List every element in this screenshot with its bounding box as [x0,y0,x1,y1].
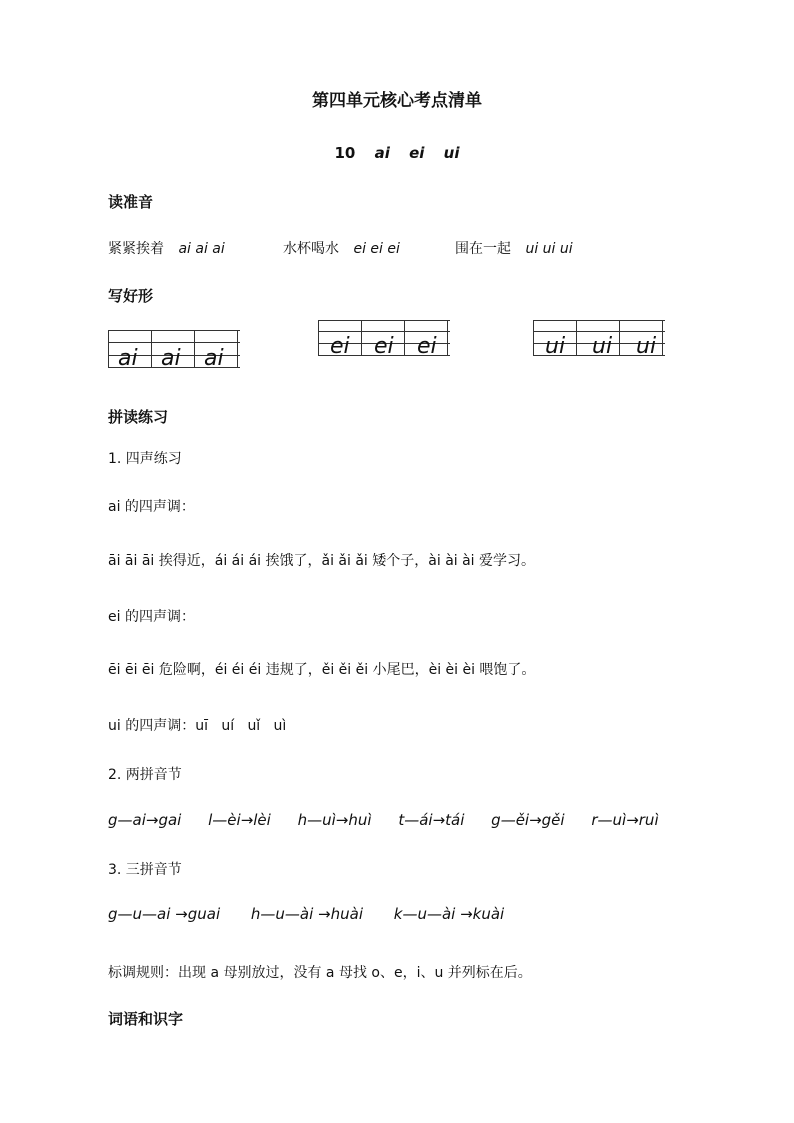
spelling-heading: 拼读练习 [108,408,169,426]
reading-pinyin: ui ui ui [525,241,573,257]
reading-phrase: 紧紧挨着 [108,241,164,257]
lesson-number: 10 [334,144,356,162]
syllable: g—u—ai →guai [108,905,221,923]
grid-letter: ei [374,334,394,359]
syllable: t—ái→tái [398,811,465,829]
syllable: g—ěi→gěi [491,811,565,829]
lesson-title [0,144,794,162]
syllable: h—u—ài →huài [250,905,363,923]
ei-tones-label: ei 的四声调： [108,609,195,625]
section-four-tones-title: 1. 四声练习 [108,451,182,467]
writing-grid-ai [108,330,240,371]
two-syllable-row [108,811,659,829]
grid-letter: ui [545,334,566,359]
ai-tones-label: ai 的四声调： [108,499,195,515]
syllable: r—uì→ruì [591,811,659,829]
grid-letter: ai [118,346,138,371]
syllable: k—u—ài →kuài [393,905,505,923]
reading-phrase: 水杯喝水 [283,241,339,257]
ei-tones-sentence: ēi ēi ēi 危险啊，éi éi éi 违规了，ěi ěi ěi 小尾巴，èi èi èi 喂饱了。 [108,662,536,678]
writing-grid-ei [318,320,450,359]
reading-heading: 读准音 [108,193,154,211]
reading-pinyin: ei ei ei [353,241,400,257]
grid-letter: ai [204,346,224,371]
lesson-final-2: ei [409,144,425,162]
vocab-heading: 词语和识字 [108,1010,184,1028]
grid-letter: ei [417,334,437,359]
reading-item-1 [108,238,225,258]
syllable: l—èi→lèi [208,811,271,829]
lesson-final-1: ai [374,144,390,162]
writing-grid-ui [533,320,665,359]
ui-tones-line: ui 的四声调：uī uí uǐ uì [108,718,287,734]
writing-heading: 写好形 [108,287,154,305]
reading-item-3 [455,238,573,258]
reading-pinyin: ai ai ai [178,241,225,257]
lesson-final-3: ui [443,144,460,162]
section-two-syllable-title: 2. 两拼音节 [108,767,182,783]
section-three-syllable-title: 3. 三拼音节 [108,862,182,878]
grid-letter: ei [330,334,350,359]
grid-letter: ui [592,334,613,359]
three-syllable-row [108,905,504,923]
syllable: h—uì→huì [297,811,372,829]
reading-item-2 [283,238,400,258]
grid-letter: ui [636,334,657,359]
ai-tones-sentence: āi āi āi 挨得近，ái ái ái 挨饿了，ǎi ǎi ǎi 矮个子，ài ài ài 爱学习。 [108,553,536,569]
page-title: 第四单元核心考点清单 [312,91,482,111]
syllable: g—ai→gai [108,811,182,829]
reading-phrase: 围在一起 [455,241,511,257]
grid-letter: ai [161,346,181,371]
tone-rule: 标调规则：出现 a 母别放过，没有 a 母找 o、e，i、u 并列标在后。 [108,965,532,981]
